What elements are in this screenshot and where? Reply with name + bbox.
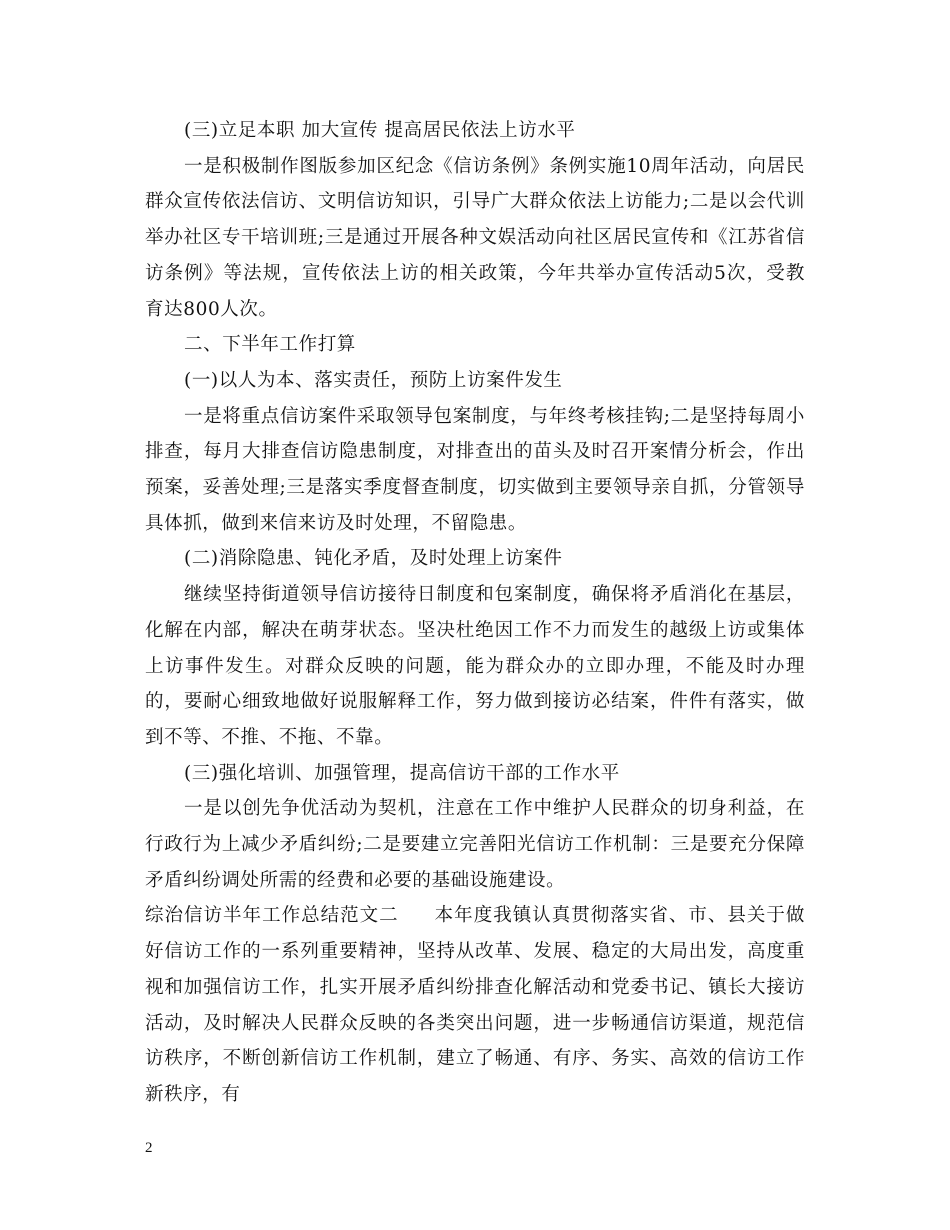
body-paragraph: 继续坚持街道领导信访接待日制度和包案制度，确保将矛盾消化在基层，化解在内部，解决在萌芽状态。坚决杜绝因工作不力而发生的越级上访或集体上访事件发生。对群众反映的问题，能为群众办的立即办理，不能及时办理的，要耐心细致地做好说服解释工作，努力做到接访必结案，件件有落实，做到不等、不推、不拖、不靠。: [145, 584, 805, 748]
article-two-title: 综治信访半年工作总结范文二: [145, 905, 399, 927]
subsection-heading: (二)消除隐患、钝化矛盾，及时处理上访案件: [184, 548, 563, 570]
subsection-heading: (一)以人为本、落实责任，预防上访案件发生: [184, 369, 563, 391]
subsection-heading: (三)强化培训、加强管理，提高信访干部的工作水平: [184, 762, 620, 784]
document-body: [145, 113, 805, 1113]
body-paragraph: 一是积极制作图版参加区纪念《信访条例》条例实施10周年活动，向居民群众宣传依法信访、文明信访知识，引导广大群众依法上访能力;二是以会代训举办社区专干培训班;三是通过开展各种文娱活动向社区居民宣传和《江苏省信访条例》等法规，宣传依法上访的相关政策，今年共举办宣传活动5次，受教育达800人次。: [145, 155, 805, 320]
body-paragraph: 一是以创先争优活动为契机，注意在工作中维护人民群众的切身利益，在行政行为上减少矛盾纠纷;二是要建立完善阳光信访工作机制：三是要充分保障矛盾纠纷调处所需的经费和必要的基础设施建设。: [145, 798, 805, 891]
article-two-paragraph: [145, 898, 805, 1112]
section-heading: 二、下半年工作打算: [184, 334, 356, 356]
article-two-body: 本年度我镇认真贯彻落实省、市、县关于做好信访工作的一系列重要精神，坚持从改革、发展、稳定的大局出发，高度重视和加强信访工作，扎实开展矛盾纠纷排查化解活动和党委书记、镇长大接访活动，及时解决人民群众反映的各类突出问题，进一步畅通信访渠道，规范信访秩序，不断创新信访工作机制，建立了畅通、有序、务实、高效的信访工作新秩序，有: [145, 905, 805, 1105]
section-heading: (三)立足本职 加大宣传 提高居民依法上访水平: [184, 120, 576, 141]
body-paragraph: 一是将重点信访案件采取领导包案制度，与年终考核挂钩;二是坚持每周小排查，每月大排查信访隐患制度，对排查出的苗头及时召开案情分析会，作出预案，妥善处理;三是落实季度督查制度，切实做到主要领导亲自抓，分管领导具体抓，做到来信来访及时处理，不留隐患。: [145, 405, 805, 534]
page-number: 2: [145, 1140, 153, 1156]
